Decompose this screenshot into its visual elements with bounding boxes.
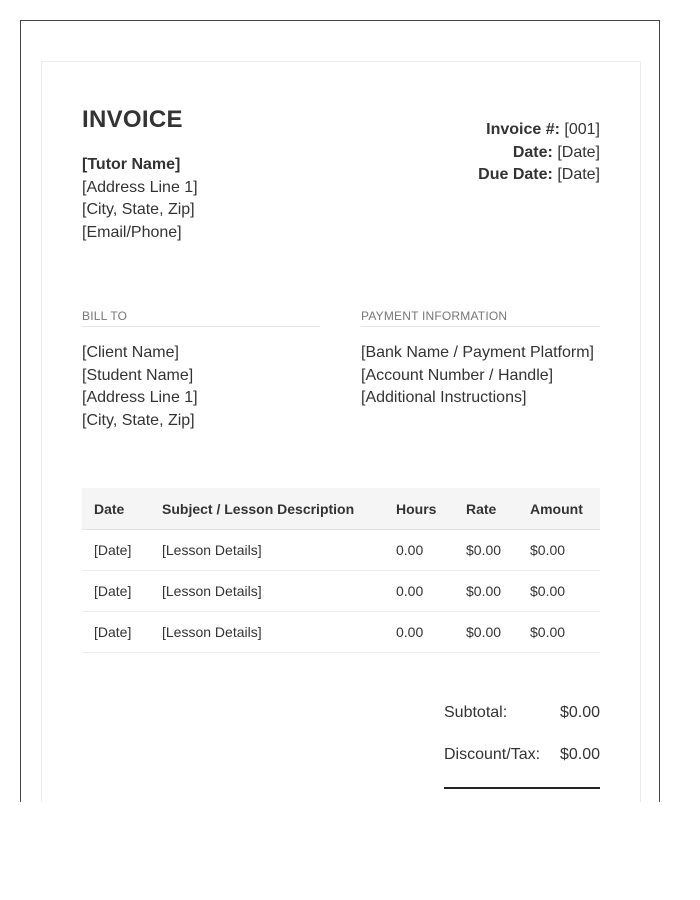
subtotal-row bbox=[444, 702, 600, 744]
cell-subject: [Lesson Details] bbox=[150, 530, 384, 571]
cell-rate: $0.00 bbox=[454, 612, 518, 653]
cell-hours: 0.00 bbox=[384, 571, 454, 612]
cell-hours: 0.00 bbox=[384, 612, 454, 653]
cell-amount: $0.00 bbox=[518, 571, 600, 612]
discount-row bbox=[444, 744, 600, 786]
payment-info-block bbox=[361, 342, 594, 410]
subtotal-value: $0.00 bbox=[559, 704, 600, 721]
totals-block bbox=[444, 702, 600, 786]
table-row bbox=[82, 530, 600, 571]
discount-label: Discount/Tax: bbox=[444, 746, 541, 763]
tutor-contact: [Email/Phone] bbox=[82, 223, 182, 241]
invoice-number-value: [001] bbox=[564, 121, 600, 138]
client-city-state-zip: [City, State, Zip] bbox=[82, 411, 195, 429]
invoice-due-label: Due Date: bbox=[478, 166, 553, 183]
line-items-table bbox=[82, 488, 600, 653]
invoice-number-row bbox=[478, 119, 600, 142]
tutor-city-state-zip: [City, State, Zip] bbox=[82, 201, 195, 218]
bill-to-block bbox=[82, 342, 198, 432]
cell-subject: [Lesson Details] bbox=[150, 612, 384, 653]
discount-value: $0.00 bbox=[559, 746, 600, 763]
header-amount: Amount bbox=[518, 488, 600, 530]
header-hours: Hours bbox=[384, 488, 454, 530]
header-rate: Rate bbox=[454, 488, 518, 530]
cell-date: [Date] bbox=[82, 612, 150, 653]
cell-date: [Date] bbox=[82, 530, 150, 571]
client-name: [Client Name] bbox=[82, 344, 179, 361]
tutor-address-line1: [Address Line 1] bbox=[82, 178, 198, 196]
cell-hours: 0.00 bbox=[384, 530, 454, 571]
table-header-row bbox=[82, 488, 600, 530]
cell-subject: [Lesson Details] bbox=[150, 571, 384, 612]
header-subject: Subject / Lesson Description bbox=[150, 488, 384, 530]
invoice-date-row bbox=[478, 142, 600, 165]
payment-instructions: [Additional Instructions] bbox=[361, 389, 527, 406]
document-frame bbox=[20, 20, 660, 802]
tutor-name: [Tutor Name] bbox=[82, 156, 181, 173]
tutor-block bbox=[82, 154, 198, 244]
cell-amount: $0.00 bbox=[518, 530, 600, 571]
header-date: Date bbox=[82, 488, 150, 530]
cell-amount: $0.00 bbox=[518, 612, 600, 653]
student-name: [Student Name] bbox=[82, 366, 194, 384]
table-row bbox=[82, 571, 600, 612]
invoice-date-value: [Date] bbox=[557, 143, 600, 161]
invoice-sheet bbox=[41, 61, 641, 802]
invoice-due-value: [Date] bbox=[557, 166, 600, 183]
invoice-due-row bbox=[478, 164, 600, 187]
cell-rate: $0.00 bbox=[454, 530, 518, 571]
invoice-date-label: Date: bbox=[512, 143, 553, 161]
totals-divider bbox=[444, 787, 600, 789]
payment-account: [Account Number / Handle] bbox=[361, 366, 554, 384]
invoice-number-label: Invoice #: bbox=[486, 121, 560, 138]
invoice-title: INVOICE bbox=[82, 106, 183, 133]
payment-bank: [Bank Name / Payment Platform] bbox=[361, 344, 594, 361]
invoice-meta bbox=[478, 119, 600, 187]
subtotal-label: Subtotal: bbox=[444, 704, 508, 721]
payment-info-heading: PAYMENT INFORMATION bbox=[361, 309, 600, 327]
bill-to-heading: BILL TO bbox=[82, 309, 320, 327]
client-address-line1: [Address Line 1] bbox=[82, 389, 198, 406]
cell-rate: $0.00 bbox=[454, 571, 518, 612]
table-row bbox=[82, 612, 600, 653]
cell-date: [Date] bbox=[82, 571, 150, 612]
